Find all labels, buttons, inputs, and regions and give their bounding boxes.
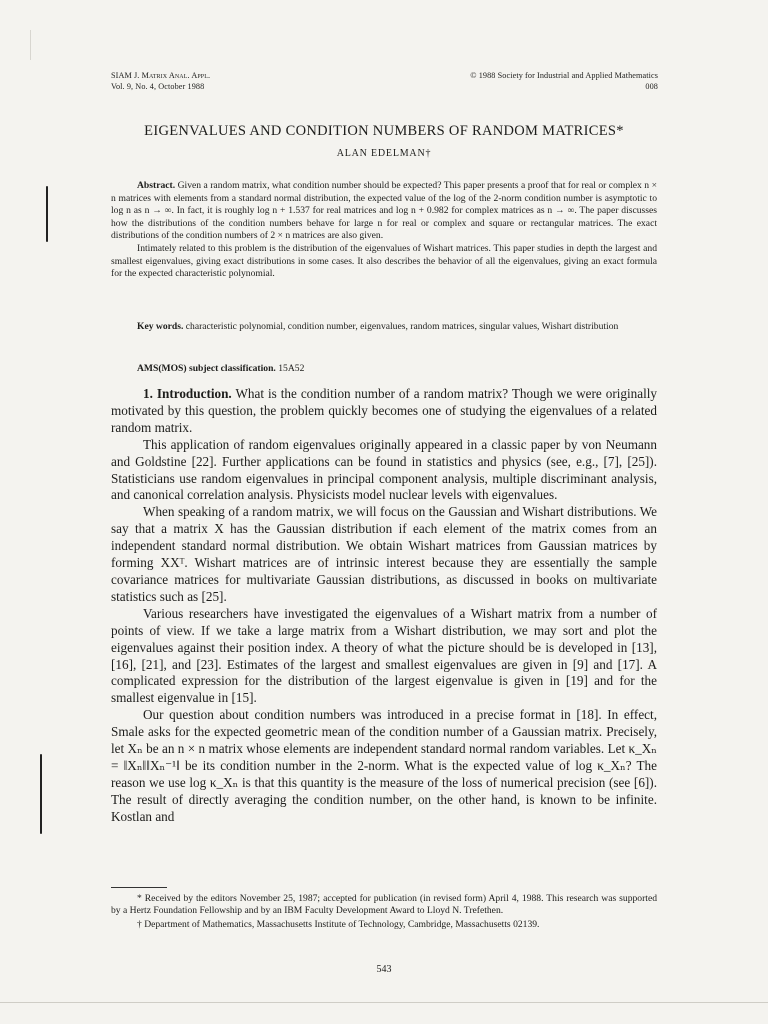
footnote-rule: [111, 887, 167, 888]
abstract-label: Abstract.: [137, 180, 176, 191]
page-number: 543: [376, 964, 392, 975]
paper-title: EIGENVALUES AND CONDITION NUMBERS OF RANDOM MATRICES*: [144, 123, 624, 139]
scan-smudge: [30, 30, 31, 60]
article-code: 008: [645, 82, 658, 91]
abstract-text-1: Given a random matrix, what condition number should be expected? This paper presents a proof that for real or complex n × n matrices with elements from a standard normal distribution, the expected value of the log of the 2-norm condition number is asymptotic to log n as n → ∞. In fact, it is roughly log n + 1.537 for real matrices and log n + 0.982 for complex matrices as n → ∞. The paper discusses how the distributions of the condition numbers behave for large n for real or complex and square or rectangular matrices. The exact distributions of the condition numbers of 2 × n matrices are also given.: [111, 180, 657, 242]
intro-paragraph-2: This application of random eigenvalues originally appeared in a classic paper by von Neumann and Goldstine [22]. Further applications can be found in statistics and physics (see, e.g., [7], [25]). Statisticians use random eigenvalues in principal component analysis, multiple discriminant analysis, and canonical correlation analysis. Physicists model nuclear levels with eigenvalues.: [111, 436, 657, 503]
journal-volume: Vol. 9, No. 4, October 1988: [111, 82, 205, 91]
intro-paragraph-1: [111, 386, 657, 437]
scan-edge-line: [0, 1002, 768, 1003]
section-introduction: [111, 386, 657, 826]
copyright-text: © 1988 Society for Industrial and Applied Mathematics: [470, 71, 658, 80]
abstract-paragraph-2: Intimately related to this problem is the distribution of the eigenvalues of Wishart matrices. This paper studies in depth the largest and smallest eigenvalues, giving exact distributions in some cases. It also describes the behavior of all the eigenvalues, giving an exact formula for the expected characteristic polynomial.: [111, 242, 657, 280]
journal-name: SIAM J. Matrix Anal. Appl.: [111, 71, 211, 80]
paper-author: ALAN EDELMAN†: [336, 148, 432, 159]
footnote-affiliation: † Department of Mathematics, Massachusetts Institute of Technology, Cambridge, Massachusetts 02139.: [137, 919, 540, 930]
keywords-label: Key words.: [137, 321, 184, 332]
intro-paragraph-3: When speaking of a random matrix, we will focus on the Gaussian and Wishart distributions. We say that a matrix X has the Gaussian distribution if each element of the matrix comes from an independent standard normal distribution. We obtain Wishart matrices from Gaussian matrices by forming XXᵀ. Wishart matrices are of intrinsic interest because they are essentially the sample covariance matrices for multivariate Gaussian distributions, as discussed in books on multivariate statistics such as [25].: [111, 504, 657, 604]
section-heading: 1. Introduction.: [143, 386, 232, 401]
intro-text-1: What is the condition number of a random matrix? Though we were originally motivated by this question, the problem quickly becomes one of studying the eigenvalues of a related random matrix.: [111, 386, 658, 435]
ams-value: 15A52: [278, 363, 305, 374]
margin-mark-upper: [46, 186, 48, 242]
journal-header: [111, 70, 210, 92]
ams-classification: [137, 363, 304, 374]
footnotes: [111, 893, 657, 933]
keywords-text: characteristic polynomial, condition number, eigenvalues, random matrices, singular values, Wishart distribution: [185, 321, 619, 332]
footnote-received: * Received by the editors November 25, 1987; accepted for publication (in revised form) April 4, 1988. This research was supported by a Hertz Foundation Fellowship and by an IBM Faculty Development Award to Lloyd N. Trefethen.: [111, 893, 657, 916]
keywords-paragraph: [111, 321, 657, 334]
abstract: [111, 180, 657, 281]
copyright-header: [470, 70, 658, 92]
margin-mark-lower: [40, 754, 42, 834]
keywords: [111, 321, 657, 334]
intro-paragraph-4: Various researchers have investigated the eigenvalues of a Wishart matrix from a number of points of view. If we take a large matrix from a Wishart distribution, we may sort and plot the eigenvalues against their position index. A theory of what the picture should be is developed in [13], [16], [21], and [23]. Estimates of the largest and smallest eigenvalues are given in [9] and [17]. A complicated expression for the distribution of the largest eigenvalue is given in [19] and for the smallest eigenvalue in [15].: [111, 605, 657, 706]
ams-label: AMS(MOS) subject classification.: [137, 363, 276, 374]
intro-paragraph-5: Our question about condition numbers was introduced in a precise format in [18]. In effect, Smale asks for the expected geometric mean of the condition number of a Gaussian matrix. Precisely, let Xₙ be an n × n matrix whose elements are independent standard normal random variables. Let κ_Xₙ = ‖Xₙ‖‖Xₙ⁻¹‖ be its condition number in the 2-norm. What is the expected value of log κ_Xₙ? The reason we use log κ_Xₙ is that this quantity is the measure of the loss of numerical precision (see [6]). The result of directly averaging the condition number, on the other hand, is known to be infinite. Kostlan and: [111, 707, 657, 824]
abstract-paragraph-1: [111, 180, 657, 243]
